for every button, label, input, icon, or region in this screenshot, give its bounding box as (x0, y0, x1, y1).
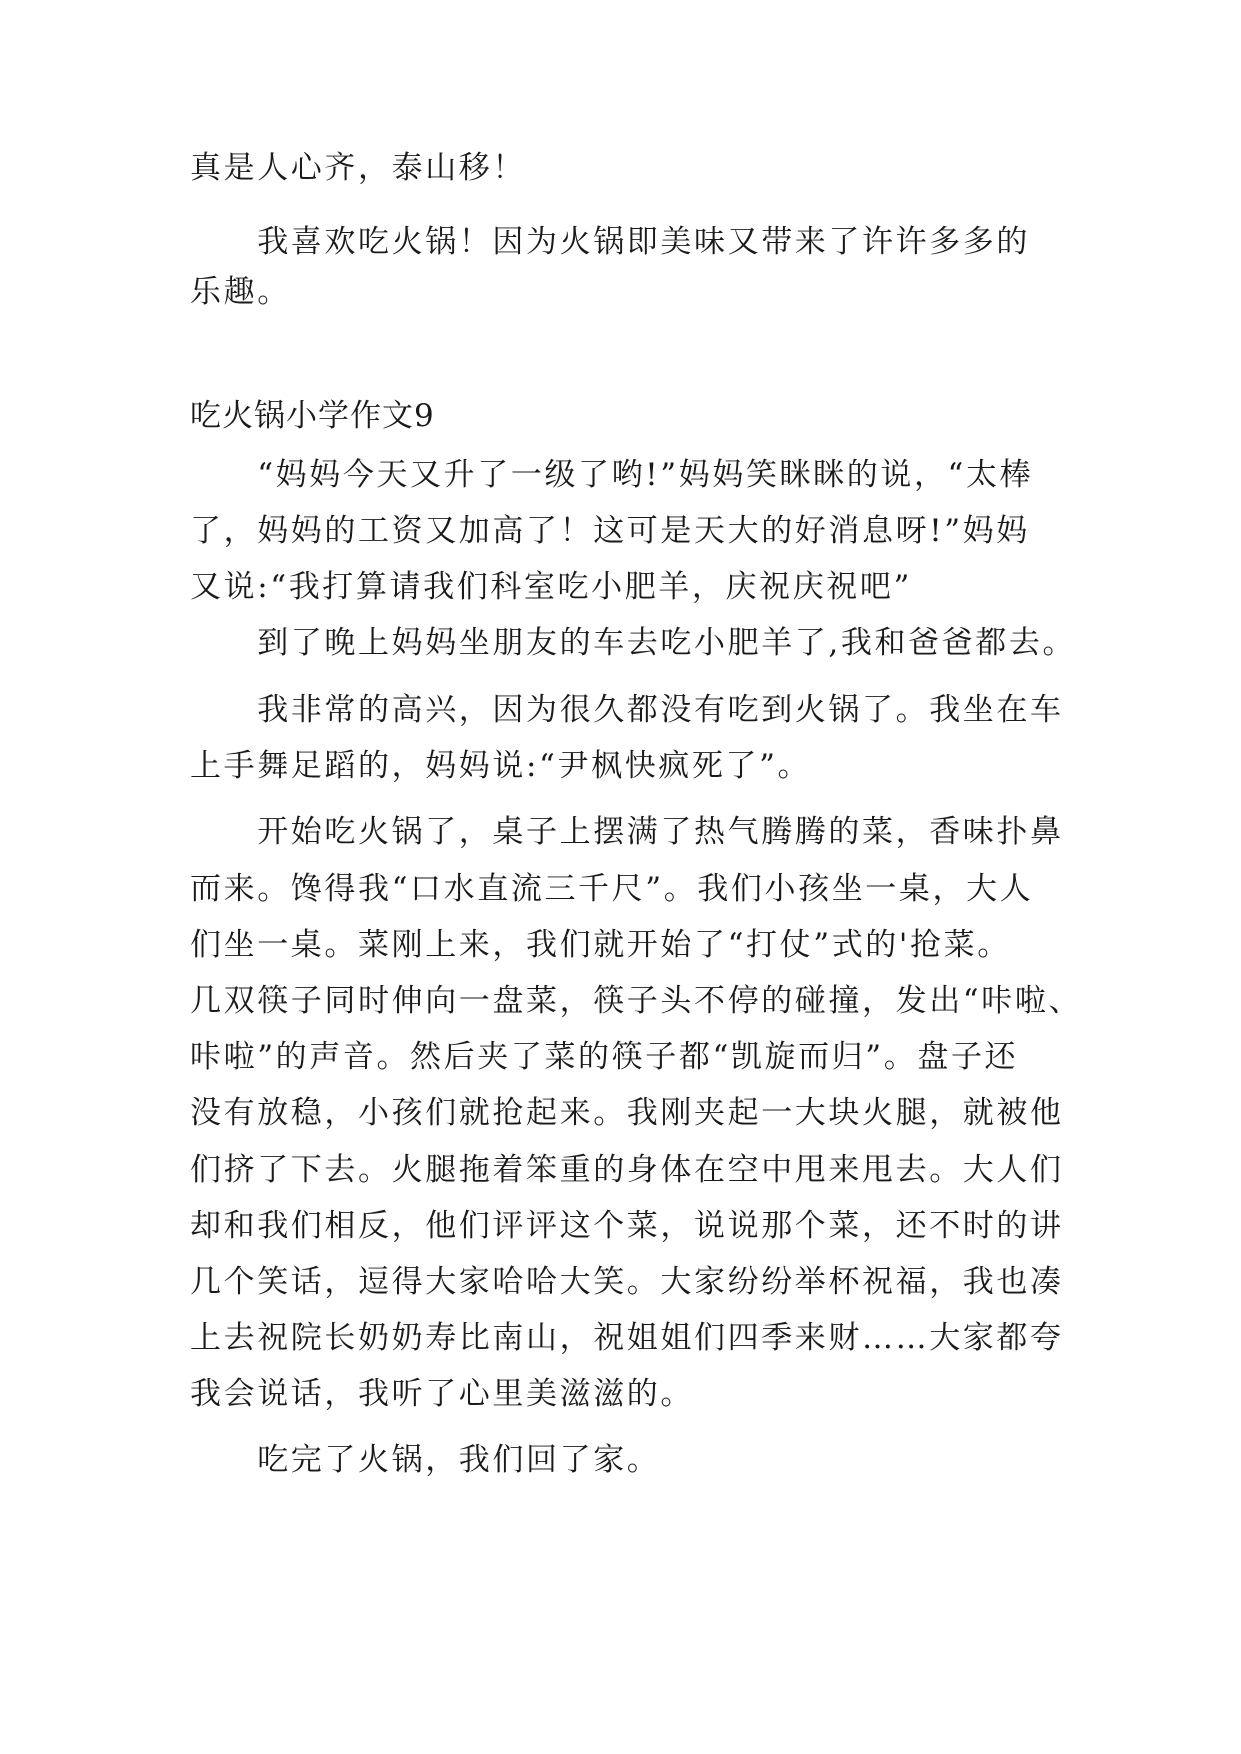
paragraph-line: 没有放稳，小孩们就抢起来。我刚夹起一大块火腿，就被他 (190, 1095, 1064, 1131)
paragraph-line: 又说:“我打算请我们科室吃小肥羊，庆祝庆祝吧” (190, 569, 912, 605)
paragraph-line: 却和我们相反，他们评评这个菜，说说那个菜，还不时的讲 (190, 1208, 1064, 1244)
paragraph-line: “妈妈今天又升了一级了哟!”妈妈笑眯眯的说，“太棒 (190, 457, 1034, 493)
paragraph-line: 开始吃火锅了，桌子上摆满了热气腾腾的菜，香味扑鼻 (190, 814, 1064, 850)
paragraph-line: 我会说话，我听了心里美滋滋的。 (190, 1376, 694, 1412)
essay-title: 吃火锅小学作文9 (190, 398, 435, 434)
paragraph-line: 而来。馋得我“口水直流三千尺”。我们小孩坐一桌，大人 (190, 871, 1034, 907)
paragraph-line: 我喜欢吃火锅！因为火锅即美味又带来了许许多多的 (190, 224, 1030, 260)
paragraph-line: 咔啦”的声音。然后夹了菜的筷子都“凯旋而归”。盘子还 (190, 1039, 1019, 1075)
paragraph-line: 了，妈妈的工资又加高了！这可是天大的好消息呀!”妈妈 (190, 513, 1030, 549)
paragraph-line: 上手舞足蹈的，妈妈说:“尹枫快疯死了”。 (190, 748, 812, 784)
paragraph-line: 几双筷子同时伸向一盘菜，筷子头不停的碰撞，发出“咔啦、 (190, 983, 1083, 1019)
paragraph-line: 上去祝院长奶奶寿比南山，祝姐姐们四季来财……大家都夸 (190, 1320, 1064, 1356)
paragraph-line: 吃完了火锅，我们回了家。 (190, 1442, 661, 1478)
paragraph-line: 们挤了下去。火腿拖着笨重的身体在空中甩来甩去。大人们 (190, 1152, 1064, 1188)
paragraph-line: 们坐一桌。菜刚上来，我们就开始了“打仗”式的'抢菜。 (190, 927, 1011, 963)
paragraph-line: 乐趣。 (190, 274, 291, 310)
paragraph-line: 真是人心齐，泰山移！ (190, 150, 526, 186)
paragraph-line: 几个笑话，逗得大家哈哈大笑。大家纷纷举杯祝福，我也凑 (190, 1264, 1064, 1300)
paragraph-line: 到了晚上妈妈坐朋友的车去吃小肥羊了,我和爸爸都去。 (190, 625, 1077, 661)
paragraph-line: 我非常的高兴，因为很久都没有吃到火锅了。我坐在车 (190, 692, 1064, 728)
